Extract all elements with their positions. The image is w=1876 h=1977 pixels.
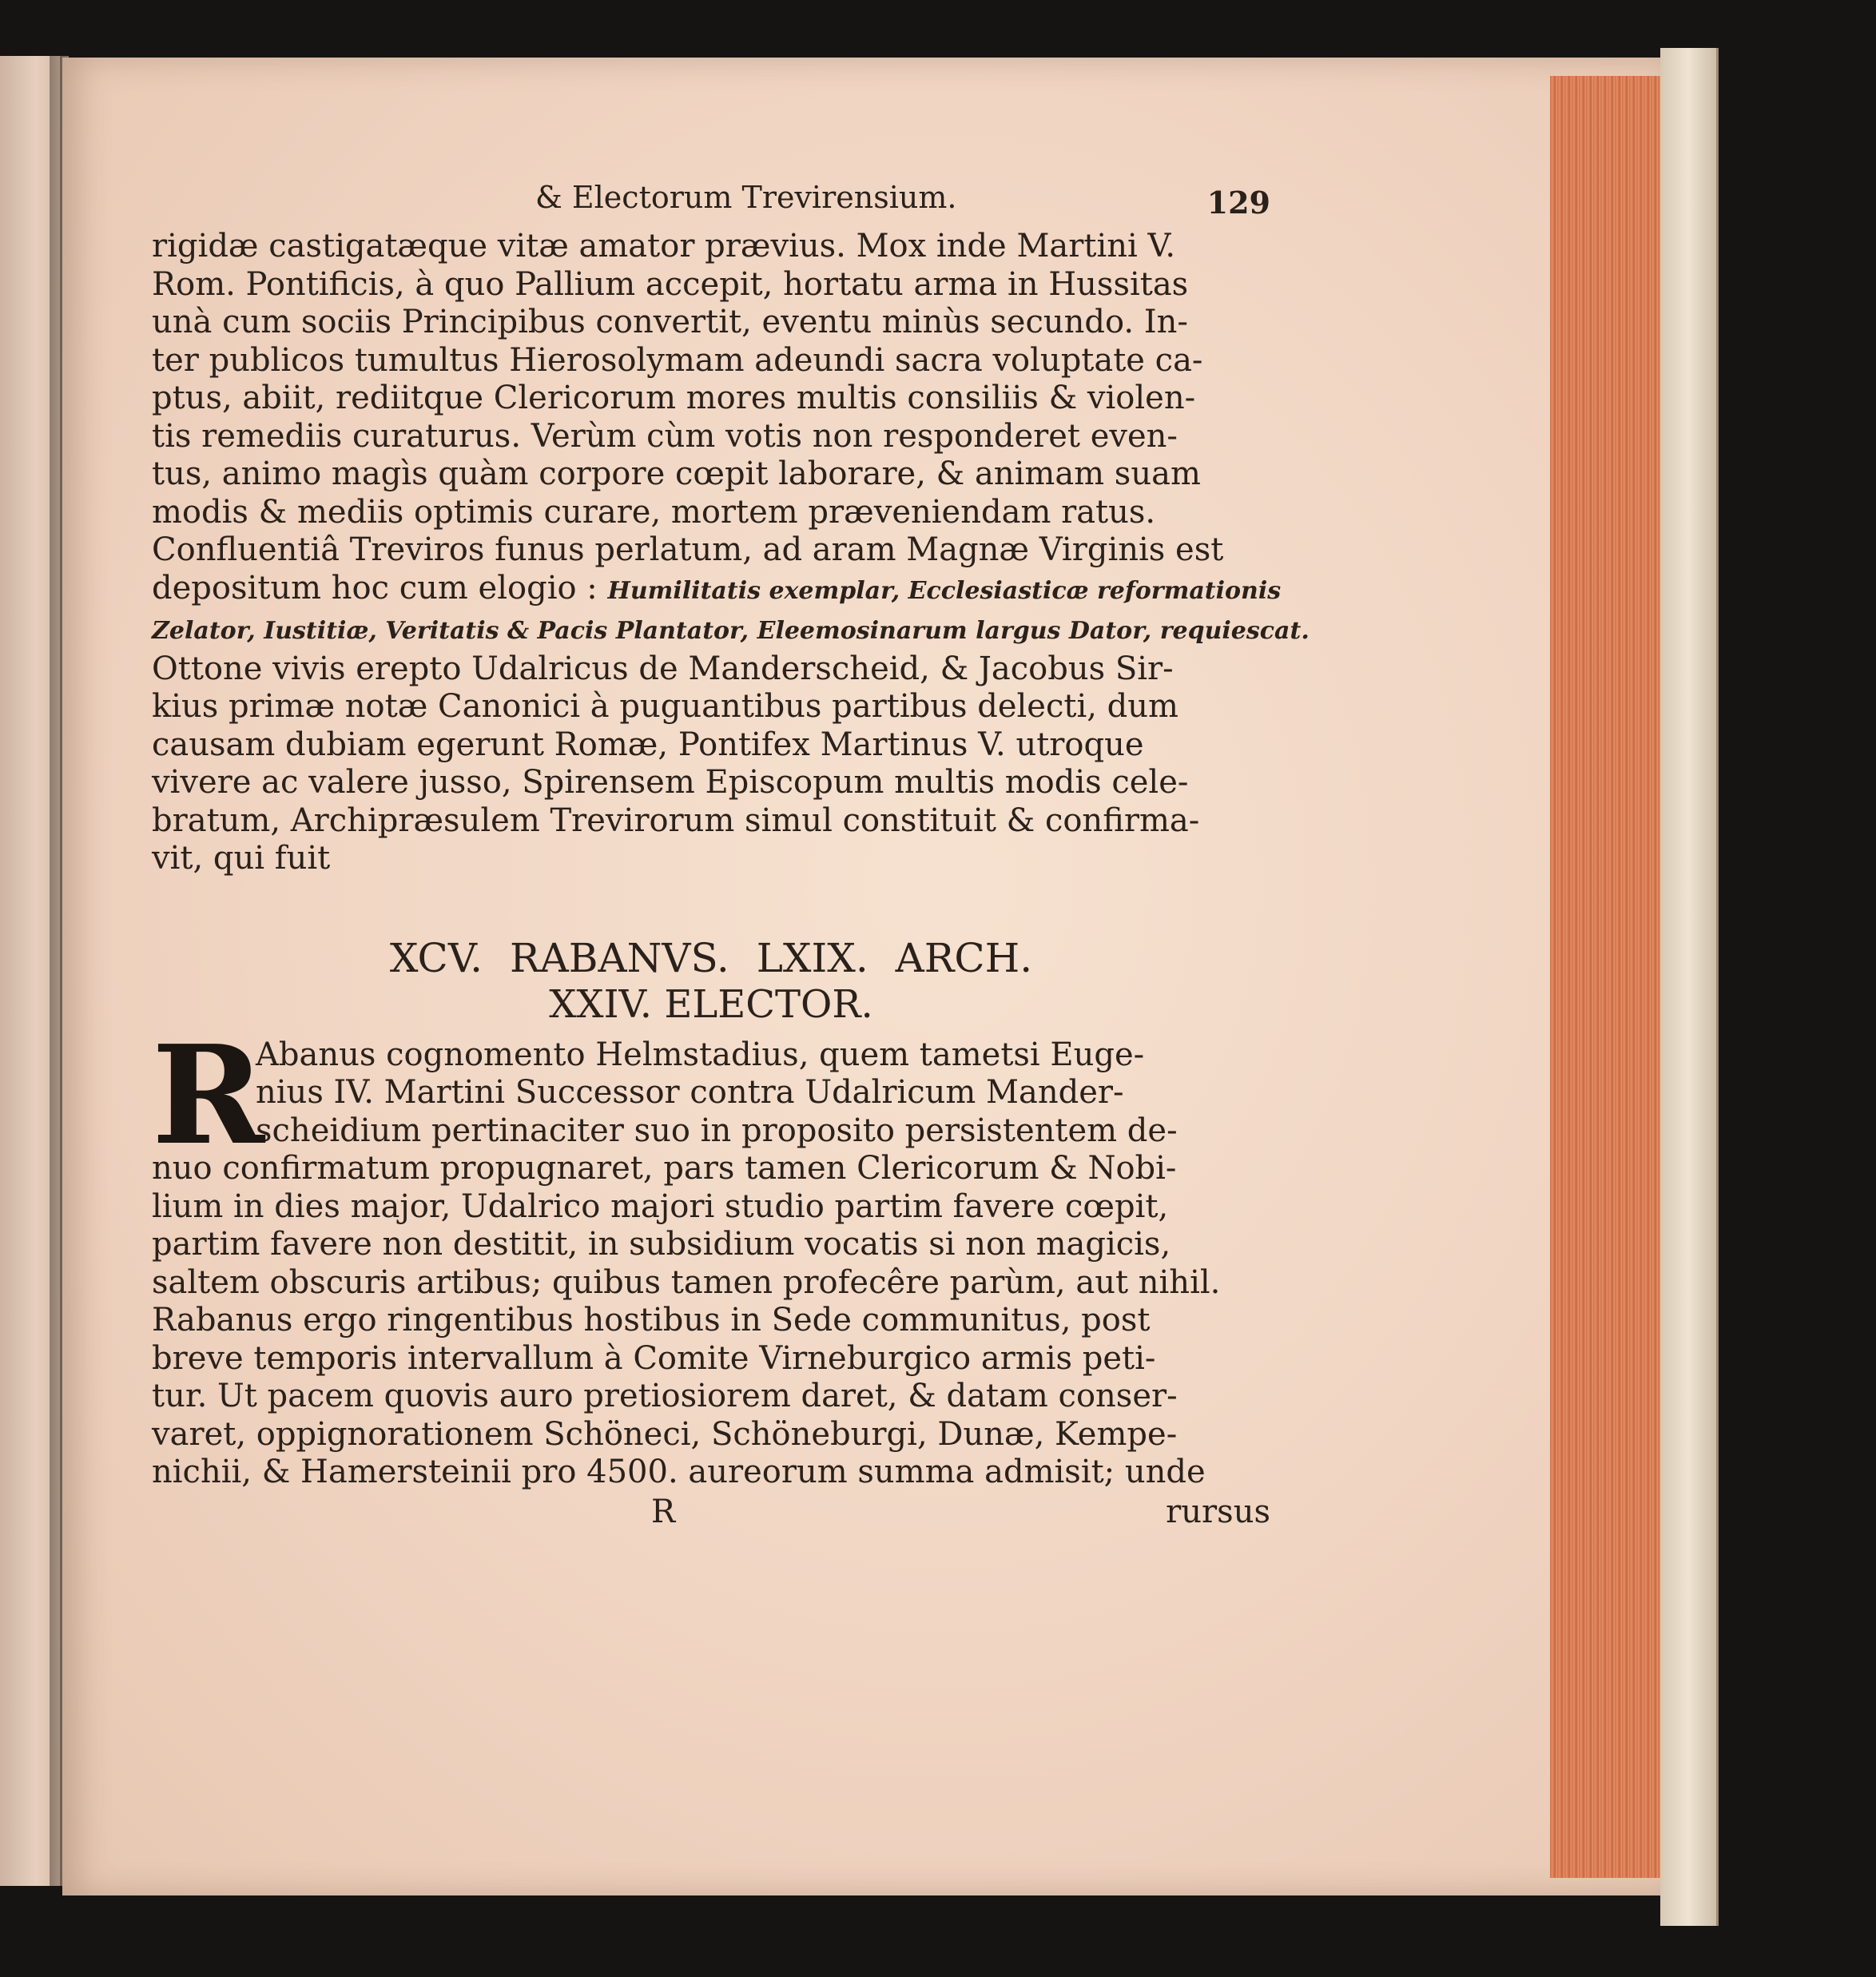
paragraph-1 (152, 228, 1310, 878)
text-line: vit, qui fuit (152, 840, 331, 877)
text-line: tur. Ut pacem quovis auro pretiosiorem daret, & datam conser- (152, 1378, 1178, 1414)
text-line: depositum hoc cum elogio : (152, 569, 598, 607)
text-line: nichii, & Hamersteinii pro 4500. aureorum summa admisit; unde (152, 1454, 1206, 1490)
text-line: causam dubiam egerunt Romæ, Pontifex Martinus V. utroque (152, 726, 1144, 763)
text-line: scheidium pertinaciter suo in proposito persistentem de- (256, 1112, 1178, 1149)
text-line: Rom. Pontificis, à quo Pallium accepit, hortatu arma in Hussitas (152, 265, 1189, 303)
text-line-with-elogium (152, 569, 1282, 611)
text-line: kius primæ notæ Canonici à puguantibus partibus delecti, dum (152, 688, 1178, 725)
text-line: tus, animo magìs quàm corpore cœpit laborare, & animam suam (152, 455, 1201, 492)
text-line: unà cum sociis Principibus convertit, eventu minùs secundo. In- (152, 304, 1188, 340)
text-line: Abanus cognomento Helmstadius, quem tametsi Euge- (256, 1036, 1145, 1073)
text-line: rigidæ castigatæque vitæ amator prævius. Mox inde Martini V. (152, 228, 1176, 265)
text-line: bratum, Archipræsulem Trevirorum simul constituit & confirma- (152, 802, 1200, 839)
page-footer (152, 1494, 1270, 1533)
text-line: nius IV. Martini Successor contra Udalricum Mander- (256, 1074, 1124, 1111)
running-head: & Electorum Trevirensium. (535, 180, 957, 215)
heading-title: XCV. RABANVS. LXIX. ARCH. (389, 934, 1033, 981)
catchword: rursus (1166, 1493, 1270, 1530)
text-line: nuo confirmatum propugnaret, pars tamen Clericorum & Nobi- (152, 1150, 1177, 1187)
text-line: Rabanus ergo ringentibus hostibus in Sede communitus, post (152, 1302, 1151, 1339)
drop-cap: R (152, 1015, 265, 1175)
text-line: Ottone vivis erepto Udalricus de Manderscheid, & Jacobus Sir- (152, 650, 1174, 687)
section-heading (152, 934, 1270, 1027)
text-line: lium in dies major, Udalrico majori studio partim favere cœpit, (152, 1187, 1169, 1225)
page-edges (1550, 76, 1662, 1878)
elogium-line (152, 610, 1310, 650)
text-line: ptus, abiit, rediitque Clericorum mores multis consiliis & violen- (152, 380, 1196, 416)
book-cover-board (1660, 48, 1719, 1926)
text-line: modis & mediis optimis curare, mortem præveniendam ratus. (152, 493, 1156, 531)
signature-mark: R (651, 1493, 676, 1530)
text-line: tis remediis curaturus. Verùm cùm votis non responderet even- (152, 417, 1178, 455)
text-line: varet, oppignorationem Schöneci, Schöneburgi, Dunæ, Kempe- (152, 1415, 1178, 1453)
text-line: Confluentiâ Treviros funus perlatum, ad aram Magnæ Virginis est (152, 531, 1224, 568)
heading-subtitle: XXIV. ELECTOR. (549, 981, 873, 1027)
page-header (152, 180, 1270, 228)
elogium-line-2: Zelator, Iustitiæ, Veritatis & Pacis Plantator, Eleemosinarum largus Dator, requiescat. (152, 617, 1310, 645)
text-line: breve temporis intervallum à Comite Virneburgico armis peti- (152, 1339, 1156, 1377)
text-line: ter publicos tumultus Hierosolymam adeundi sacra voluptate ca- (152, 341, 1203, 379)
paragraph-3 (152, 1015, 1270, 1492)
text-line: partim favere non destitit, in subsidium vocatis si non magicis, (152, 1226, 1171, 1263)
page-number: 129 (1206, 185, 1270, 221)
elogium-line-1: Humilitatis exemplar, Ecclesiasticæ reformationis (607, 576, 1282, 605)
page-text (152, 180, 1310, 1533)
text-line: saltem obscuris artibus; quibus tamen profecêre parùm, aut nihil. (152, 1263, 1221, 1301)
text-line: vivere ac valere jusso, Spirensem Episcopum multis modis cele- (152, 764, 1189, 801)
